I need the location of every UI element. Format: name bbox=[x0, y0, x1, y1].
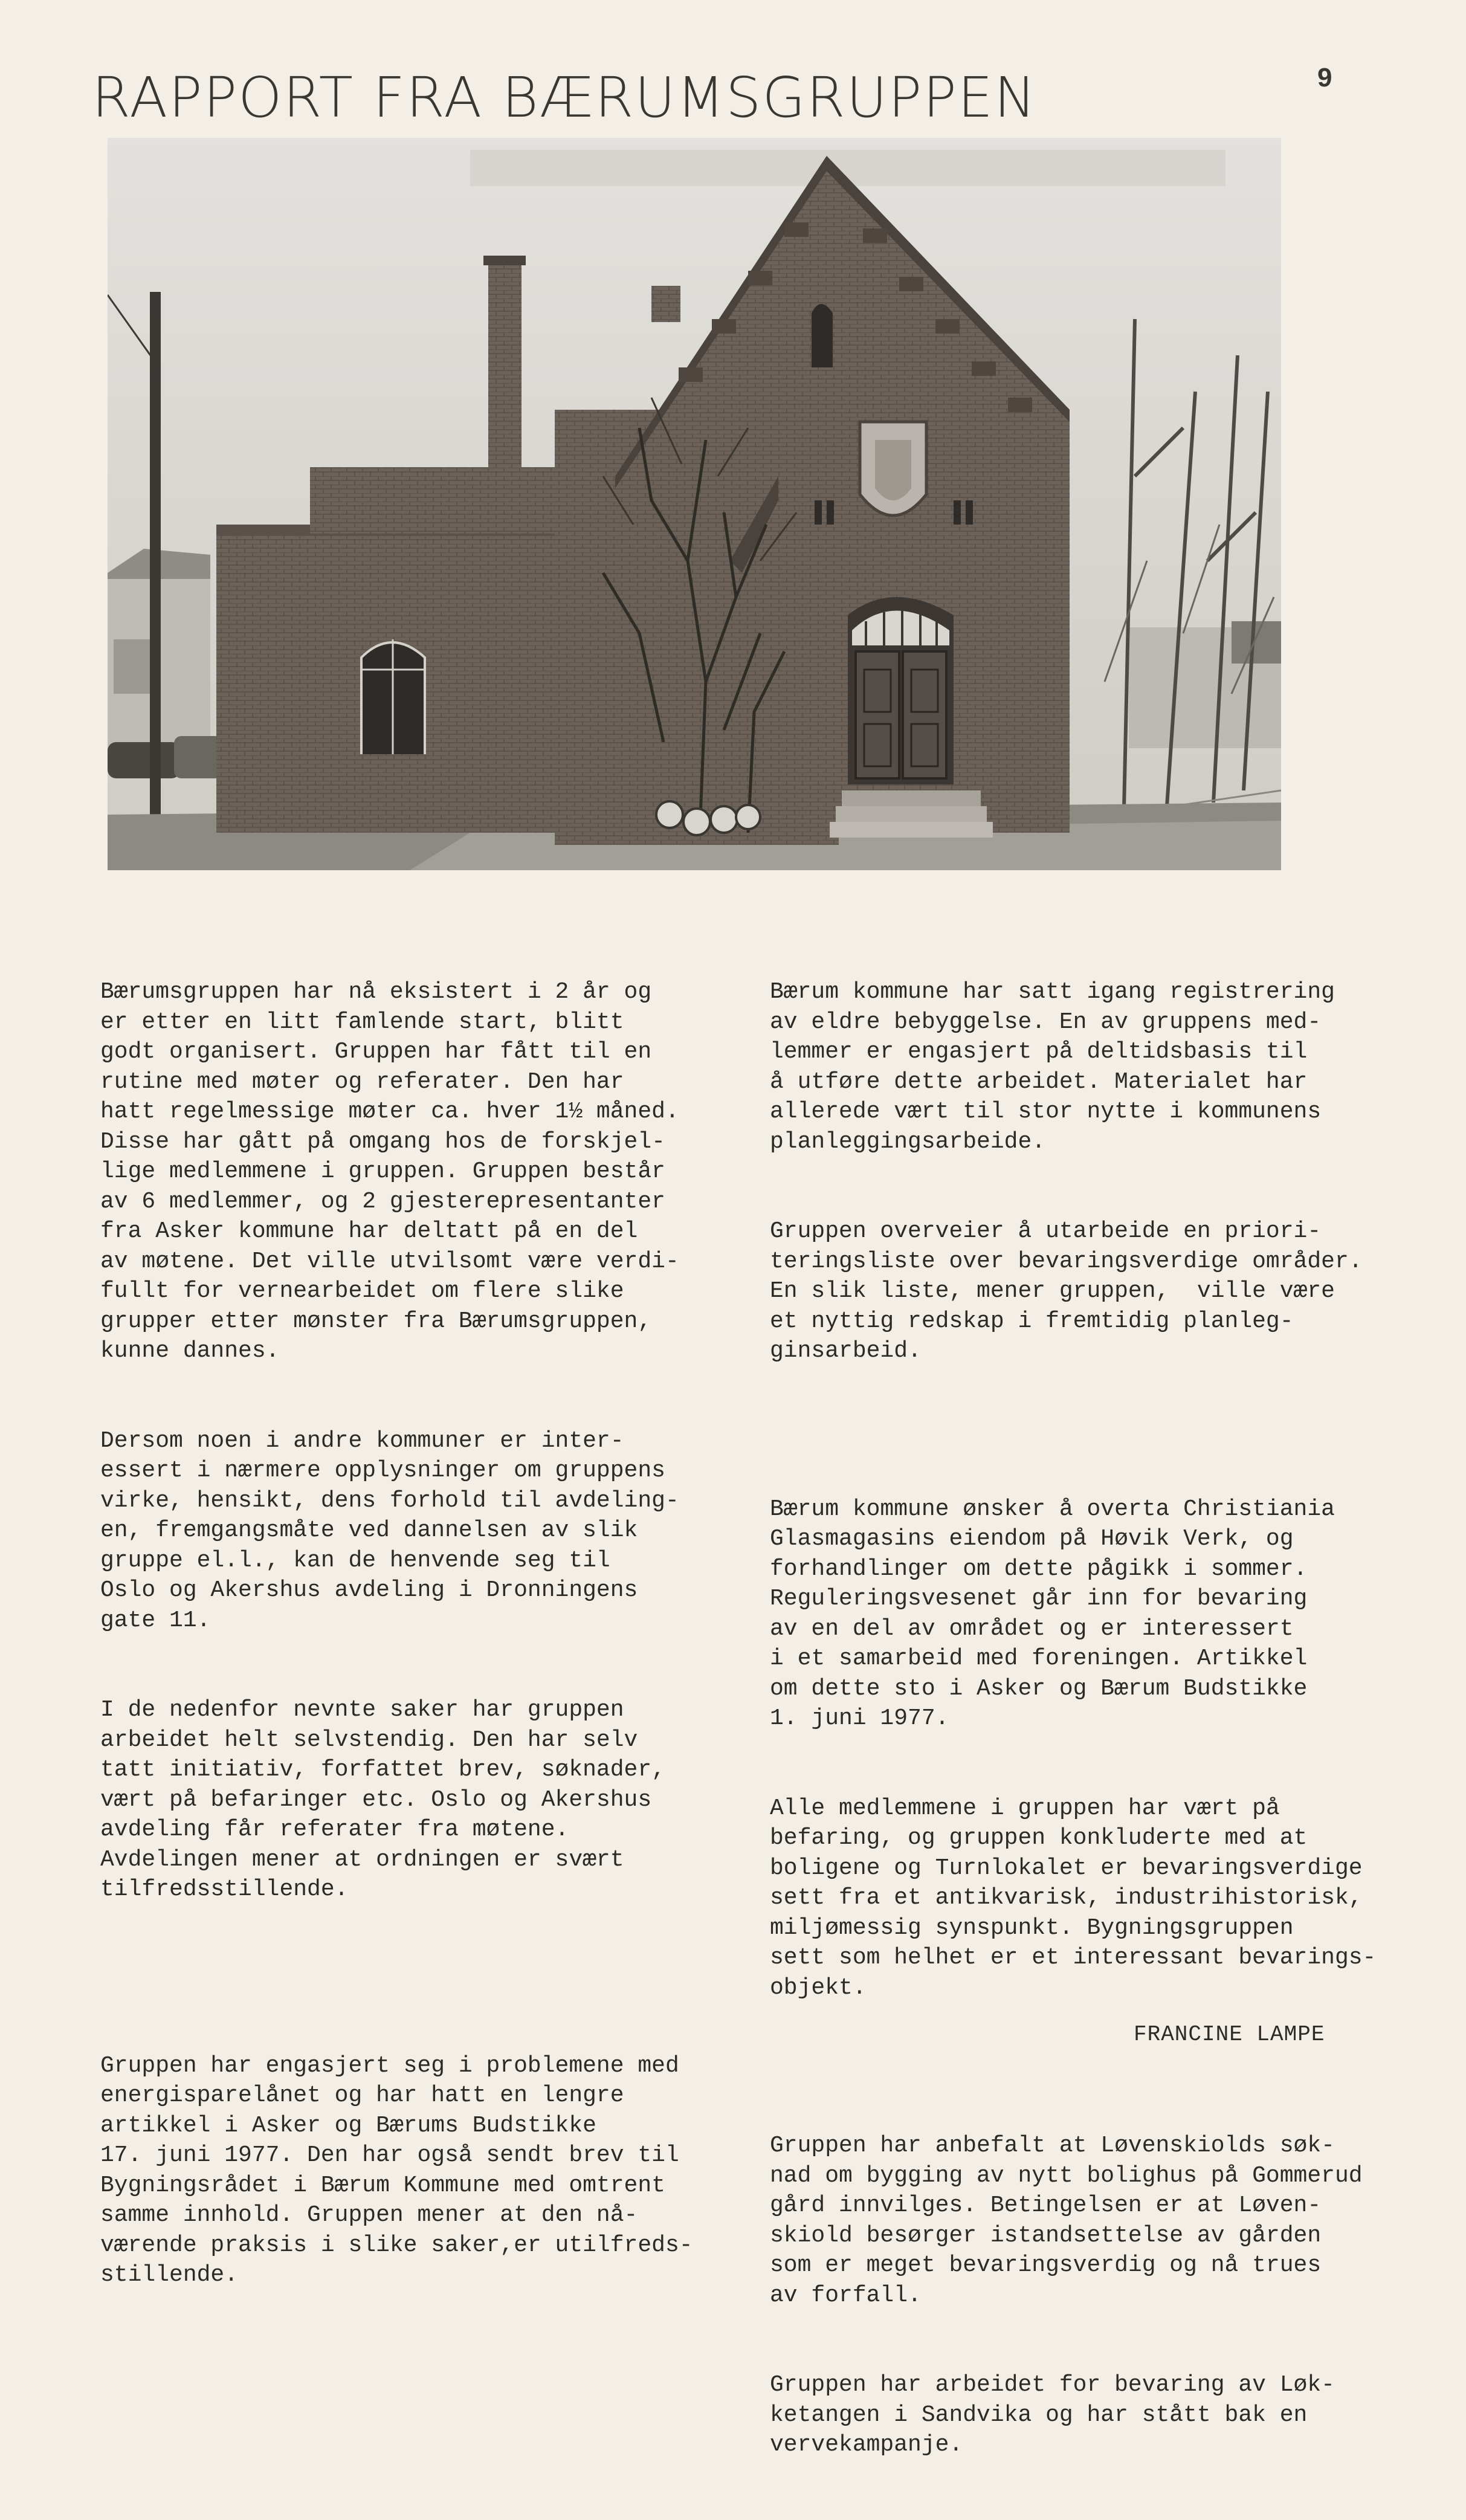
paragraph: Bærumsgruppen har nå eksistert i 2 år og er etter en litt famlende start, blitt godt organisert. Gruppen har fått til en rutine med møter og referater. Den har hatt regelmessige møter ca. hver 1½ måned. Disse har gått på omgang hos de forskjel- lige medlemmene i gruppen. Gruppen består av 6 medlemmer, og 2 gjesterepresentanter fra Asker kommune har deltatt på en del av møtene. Det ville utvilsomt være verdi- fullt for vernearbeidet om flere slike grupper etter mønster fra Bærumsgruppen, kunne dannes. bbox=[100, 979, 679, 1364]
paragraph: Bærum kommune ønsker å overta Christiania Glasmagasins eiendom på Høvik Verk, og forhandlinger om dette pågikk i sommer. Reguleringsvesenet går inn for bevaring av en del av området og er interessert i et samarbeid med foreningen. Artikkel om dette sto i Asker og Bærum Budstikke 1. juni 1977. bbox=[770, 1496, 1335, 1731]
paragraph: Gruppen har anbefalt at Løvenskiolds søk- nad om bygging av nytt bolighus på Gommerud gård innvilges. Betingelsen er at Løven- skiold besørger istandsettelse av gården som er meget bevaringsverdig og nå trues av forfall. bbox=[770, 2133, 1363, 2308]
page-number: 9 bbox=[1317, 63, 1332, 92]
paragraph-spacer bbox=[100, 1965, 753, 1991]
paragraph: Gruppen overveier å utarbeide en priori- teringsliste over bevaringsverdige områder. En slik liste, mener gruppen, ville være et nyttig redskap i fremtidig planleg- ginsarbeid. bbox=[770, 1218, 1363, 1364]
paragraph: Gruppen har engasjert seg i problemene med energisparelånet og har hatt en lengre artikkel i Asker og Bærums Budstikke 17. juni 1977. Den har også sendt brev til Bygningsrådet i Bærum Kommune med omtrent samme innhold. Gruppen mener at den nå- værende praksis i slike saker,er utilfreds- stillende. bbox=[100, 2052, 693, 2288]
paragraph: Bærum kommune har satt igang registrering av eldre bebyggelse. En av gruppens med- lemmer er engasjert på deltidsbasis til å utføre dette arbeidet. Materialet har allerede vært til stor nytte i kommunens planleggingsarbeide. bbox=[770, 979, 1335, 1155]
paragraph: I de nedenfor nevnte saker har gruppen arbeidet helt selvstendig. Den har selv tatt initiativ, forfattet brev, søknader, vært på befaringer etc. Oslo og Akershus avdeling får referater fra møtene. Avdelingen mener at ordningen er svært tilfredsstillende. bbox=[100, 1697, 665, 1902]
paragraph: Gruppen har arbeidet for bevaring av Løk- ketangen i Sandvika og har stått bak en vervekampanje. bbox=[770, 2372, 1335, 2458]
paragraph: Alle medlemmene i gruppen har vært på befaring, og gruppen konkluderte med at boligene og Turnlokalet er bevaringsverdige sett fra et antikvarisk, industrihistorisk, miljømessig synspunkt. Bygningsgruppen sett som helhet er et interessant bevarings- objekt. bbox=[770, 1795, 1377, 2001]
author-signature: FRANCINE LAMPE bbox=[1134, 2022, 1325, 2047]
left-column bbox=[100, 917, 753, 2350]
paragraph-spacer bbox=[770, 1426, 1453, 1435]
right-column bbox=[770, 917, 1453, 2520]
building-photo-icon bbox=[108, 138, 1281, 870]
paragraph: Dersom noen i andre kommuner er inter- essert i nærmere opplysninger om gruppens virke, hensikt, dens forhold til avdeling- en, fremgangsmåte ved dannelsen av slik gruppe el.l., kan de henvende seg til Oslo og Akershus avdeling i Dronningens gate 11. bbox=[100, 1427, 679, 1633]
page-title: RAPPORT FRA BÆRUMSGRUPPEN bbox=[92, 65, 1037, 130]
paragraph-spacer bbox=[770, 2063, 1453, 2071]
building-photo bbox=[108, 138, 1281, 870]
